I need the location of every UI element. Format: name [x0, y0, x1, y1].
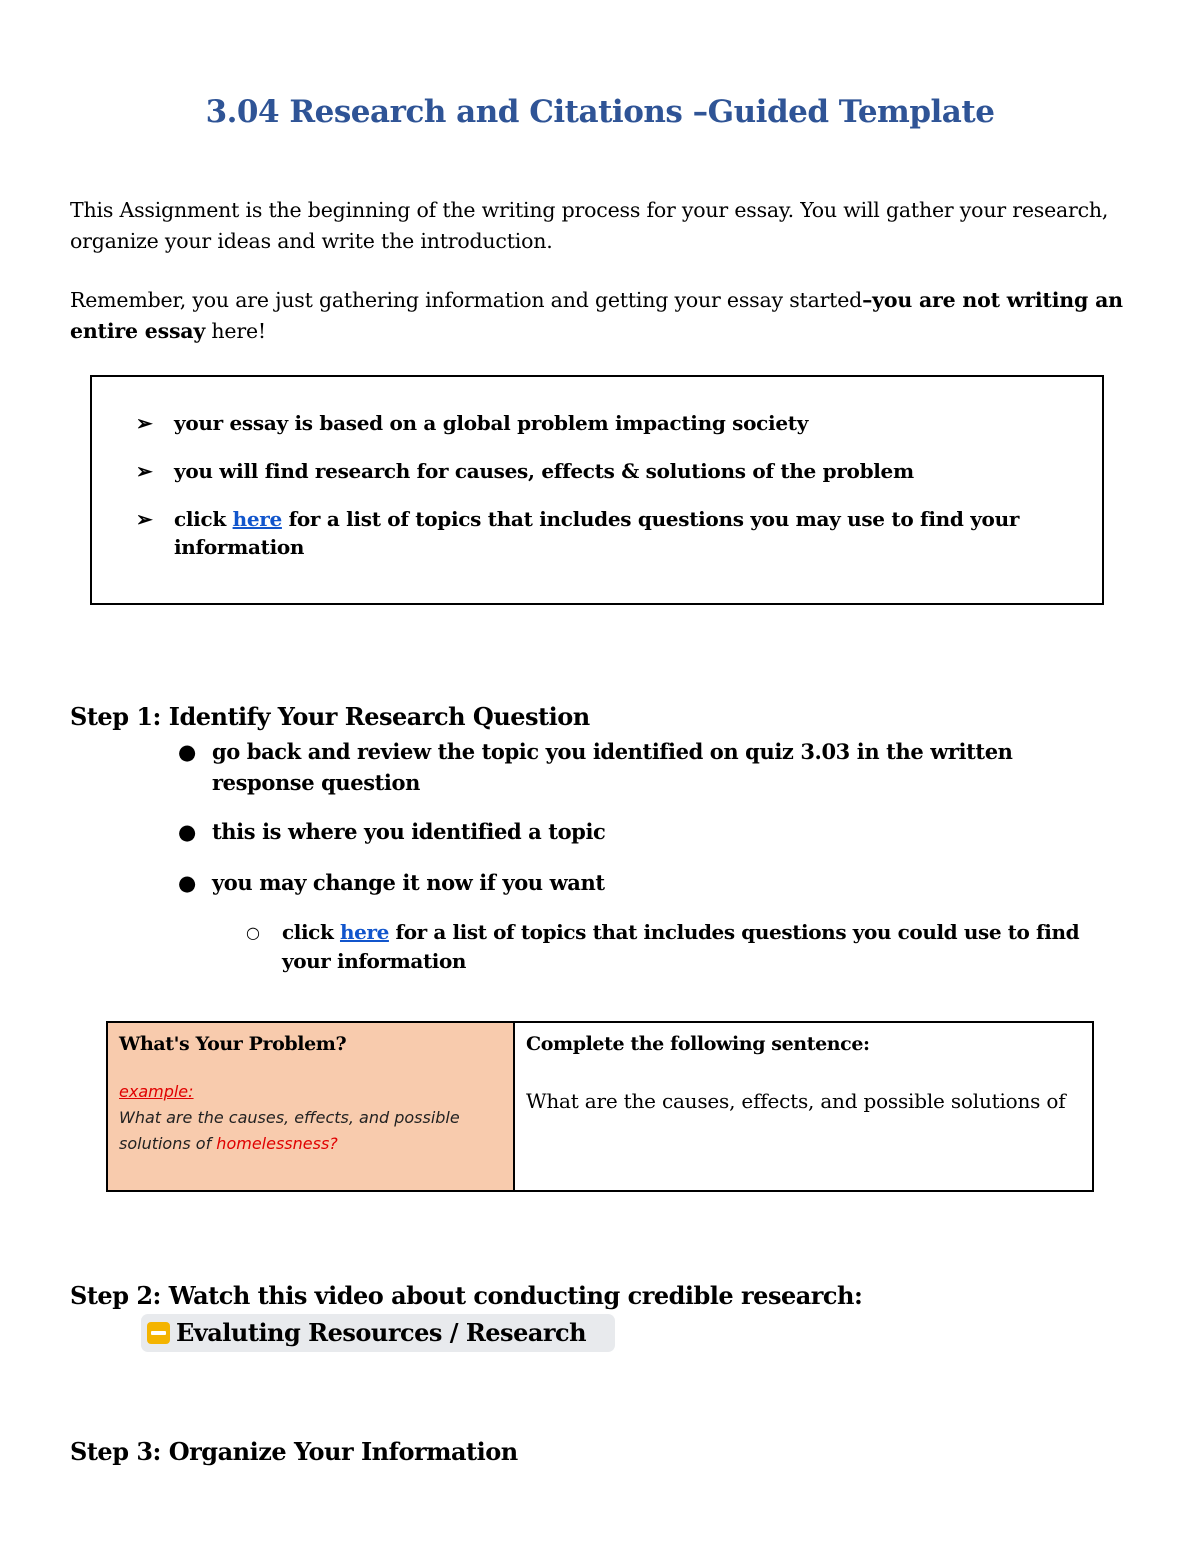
topics-link-2[interactable]: here: [339, 920, 389, 944]
arrow-bullet-icon: ➢: [136, 507, 153, 531]
key-point-post: for a list of topics that includes questions you may use to find your information: [174, 507, 1020, 559]
example-text: What are the causes, effects, and possible solutions of: [119, 1108, 460, 1153]
video-link-label[interactable]: Evaluting Resources / Research: [176, 1318, 587, 1347]
reminder-bold-text: –you are not writing an entire essay: [70, 288, 1123, 343]
example-topic: homelessness?: [216, 1134, 338, 1153]
sentence-cell[interactable]: [514, 1022, 1093, 1191]
problem-table: [106, 1021, 1094, 1192]
bullet-icon: ●: [178, 739, 196, 764]
key-point-text: you will find research for causes, effects & solutions of the problem: [174, 459, 914, 483]
topics-link[interactable]: here: [232, 507, 282, 531]
bullet-icon: ●: [178, 870, 196, 895]
slides-icon: [147, 1322, 170, 1344]
bullet-text: go back and review the topic you identified on quiz 3.03 in the written response question: [212, 739, 1013, 795]
bullet-icon: ●: [178, 819, 196, 844]
step-1-heading: Step 1: Identify Your Research Question: [70, 702, 590, 731]
key-point-pre: click: [174, 507, 233, 531]
sub-bullet-pre: click: [282, 920, 340, 944]
example-label: example:: [119, 1082, 194, 1101]
step-2-heading: Step 2: Watch this video about conducting credible research:: [70, 1281, 863, 1310]
sub-bullet-text: [282, 918, 1116, 976]
intro-paragraph: This Assignment is the beginning of the writing process for your essay. You will gather your research, organize your ideas and write the introduction.: [70, 198, 1109, 253]
reminder-end-text: here!: [205, 319, 266, 343]
arrow-bullet-icon: ➢: [136, 459, 153, 483]
example-sentence: [119, 1105, 503, 1157]
sub-bullet-icon: ○: [246, 923, 260, 942]
reminder-paragraph: [70, 285, 1130, 347]
bullet-text: this is where you identified a topic: [212, 819, 606, 844]
video-link-chip[interactable]: [141, 1314, 615, 1352]
key-points-box: [90, 375, 1104, 605]
bullet-text: you may change it now if you want: [212, 870, 605, 895]
sub-bullet-post: for a list of topics that includes questions you could use to find your information: [282, 920, 1080, 973]
problem-header: What's Your Problem?: [119, 1033, 347, 1055]
step-3-heading: Step 3: Organize Your Information: [70, 1437, 518, 1466]
sentence-body[interactable]: What are the causes, effects, and possible solutions of: [526, 1089, 1066, 1113]
key-point-text: [174, 505, 1054, 561]
page-title: 3.04 Research and Citations –Guided Template: [205, 94, 995, 130]
arrow-bullet-icon: ➢: [136, 411, 153, 435]
key-point-text: your essay is based on a global problem impacting society: [174, 411, 809, 435]
problem-cell: [107, 1022, 514, 1191]
reminder-text: Remember, you are just gathering information and getting your essay started: [70, 288, 863, 312]
sentence-header: Complete the following sentence:: [526, 1033, 870, 1055]
example-block: [119, 1079, 503, 1157]
